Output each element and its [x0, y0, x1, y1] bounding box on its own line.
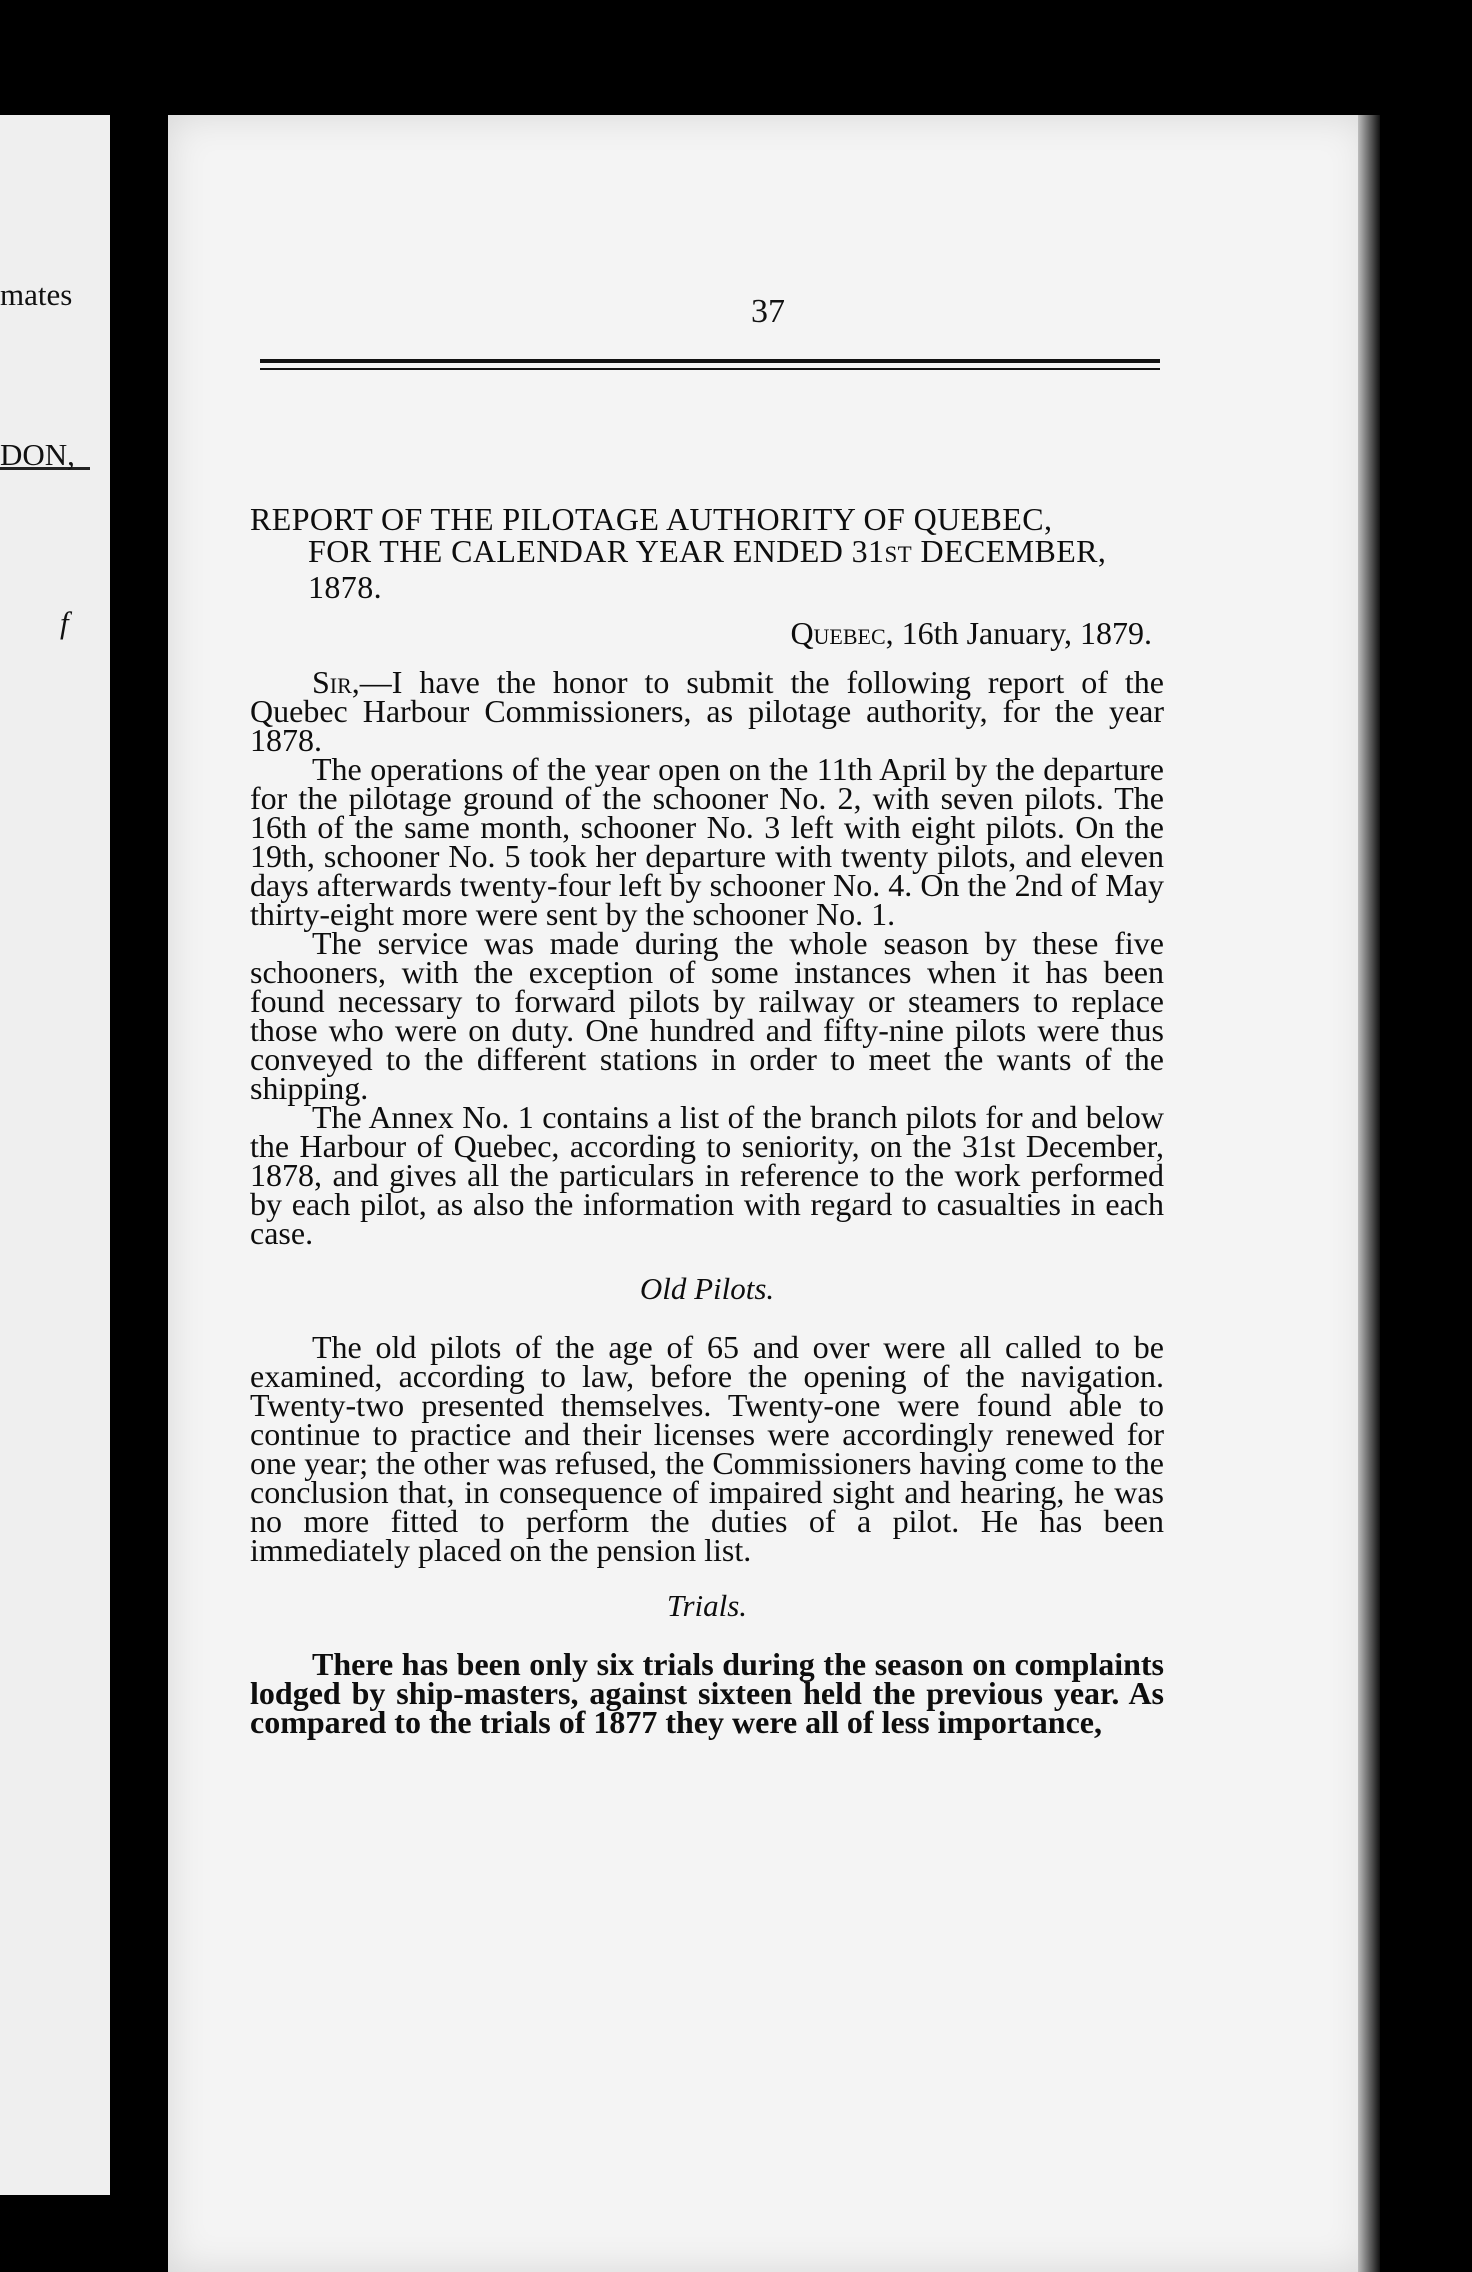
page-number: 37 — [751, 293, 785, 330]
title-line-2b: DECEMBER, — [912, 533, 1107, 569]
title-line-3: 1878. — [308, 569, 382, 605]
facing-page-fragment-don: DON, — [0, 437, 75, 472]
paragraph-1 — [250, 664, 1164, 758]
paragraph-old-pilots: The old pilots of the age of 65 and over were all called to be examined, according to law, before the opening of the navigation. Twenty-two presented themselves. Twenty-one were found able to continue to practice and their licenses were accordingly renewed for one year; the other was refused, the Commissioners having come to the conclusion that, in consequence of impaired sight and hearing, he was no more fitted to perform the duties of a pilot. He has been immediately placed on the pension list. — [250, 1329, 1164, 1568]
paragraph-4: The Annex No. 1 contains a list of the branch pilots for and below the Harbour of Quebec, according to seniority, on the 31st December, 1878, and gives all the particulars in reference to the work performed by each pilot, as also the information with regard to casualties in each case. — [250, 1099, 1164, 1251]
facing-page-fragment-mates: mates — [0, 277, 73, 312]
header-rule-thin — [260, 368, 1160, 370]
title-line-2a: FOR THE CALENDAR YEAR ENDED 31 — [308, 533, 885, 569]
page-edge-shadow — [1358, 115, 1380, 2272]
paragraph-2: The operations of the year open on the 11th April by the departure for the pilotage ground of the schooner No. 2, with seven pilots. The 16th of the same month, schooner No. 3 left with eight pilots. On the 19th, schooner No. 5 took her departure with twenty pilots, and eleven days afterwards twenty-four left by schooner No. 4. On the 2nd of May thirty-eight more were sent by the schooner No. 1. — [250, 751, 1164, 932]
facing-page-edge — [0, 115, 110, 2195]
heading-old-pilots: Old Pilots. — [639, 1271, 775, 1306]
dateline — [250, 615, 1152, 651]
document-page — [168, 115, 1368, 2272]
dateline-place: Quebec, — [790, 615, 894, 651]
dateline-date: 16th January, 1879. — [893, 615, 1152, 651]
header-rule-thick — [260, 359, 1160, 363]
facing-page-fragment-f: f — [60, 605, 69, 640]
paragraph-1-text: —I have the honor to submit the following report of the Quebec Harbour Commissioners, as pilotage authority, for the year 1878. — [250, 664, 1164, 758]
paragraph-trials: There has been only six trials during the season on complaints lodged by ship-masters, against sixteen held the previous year. As compared to the trials of 1877 they were all of less importance, — [250, 1646, 1164, 1740]
salutation: Sir, — [312, 664, 360, 700]
page-body — [250, 501, 1164, 1740]
heading-trials: Trials. — [666, 1588, 748, 1623]
title-line-2-superscript: ST — [884, 542, 913, 567]
title-line-1: REPORT OF THE PILOTAGE AUTHORITY OF QUEBEC, — [250, 501, 1053, 537]
report-title — [250, 503, 1164, 603]
paragraph-3: The service was made during the whole season by these five schooners, with the exception of some instances when it has been found necessary to forward pilots by railway or steamers to replace those who were on duty. One hundred and fifty-nine pilots were thus conveyed to the different stations in order to meet the wants of the shipping. — [250, 925, 1164, 1106]
